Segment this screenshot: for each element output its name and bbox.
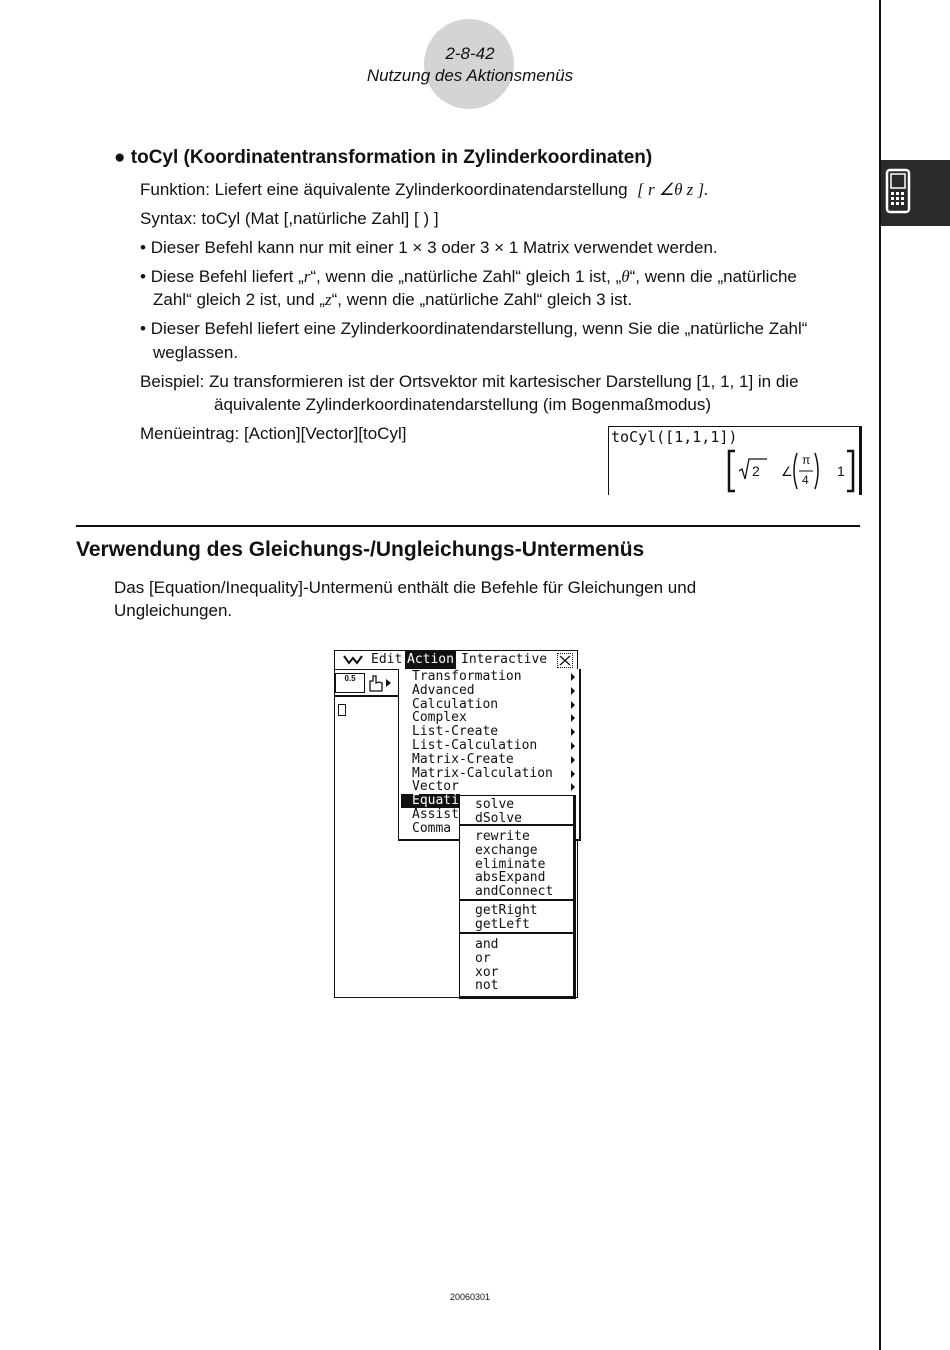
calc-last: 1 xyxy=(837,463,845,479)
submenu-arrow-icon xyxy=(571,756,575,764)
submenu-item-getright[interactable]: getRight xyxy=(475,903,538,918)
calc-den: 4 xyxy=(802,473,809,487)
submenu-item-or[interactable]: or xyxy=(475,950,491,966)
bullet-2-text-c: “, wenn die „natürliche xyxy=(629,267,797,286)
fraction-label: 0.5 xyxy=(344,674,356,683)
submenu-arrow-icon xyxy=(571,714,575,722)
section2-intro-1: Das [Equation/Inequality]-Untermenü enthält die Befehle für Gleichungen und xyxy=(114,578,697,597)
submenu-arrow-icon xyxy=(571,701,575,709)
action-menu-item[interactable]: Comma xyxy=(412,820,452,836)
submenu-item-dsolve[interactable]: dSolve xyxy=(475,810,522,826)
bullet-1: • Dieser Befehl kann nur mit einer 1 × 3 oder 3 × 1 Matrix verwendet werden. xyxy=(140,238,718,257)
toolbar xyxy=(335,671,397,693)
header-circle xyxy=(424,19,514,109)
beispiel-line-2: äquivalente Zylinderkoordinatendarstellung (im Bogenmaßmodus) xyxy=(214,395,712,414)
submenu-item-xor[interactable]: xor xyxy=(475,964,499,980)
menu-edit[interactable]: Edit xyxy=(371,652,403,667)
fraction-toggle-button[interactable] xyxy=(335,673,365,693)
submenu-arrow-icon xyxy=(571,673,575,681)
action-menu-item[interactable]: Matrix-Create xyxy=(412,751,514,767)
tocyl-heading-text: toCyl (Koordinatentransformation in Zylinderkoordinaten) xyxy=(130,147,653,168)
submenu-arrow-icon xyxy=(571,770,575,778)
action-menu-item[interactable]: Transformation xyxy=(412,669,522,684)
action-menu-item[interactable]: Equati xyxy=(401,794,460,808)
action-menu-item[interactable]: List-Calculation xyxy=(412,738,538,753)
submenu-item-eliminate[interactable]: eliminate xyxy=(475,856,546,872)
calc-pi: π xyxy=(802,453,811,467)
close-icon[interactable] xyxy=(557,653,573,668)
bullet-1-text: Dieser Befehl kann nur mit einer 1 × 3 oder 3 × 1 Matrix verwendet werden. xyxy=(150,238,718,257)
menu-interactive[interactable]: Interactive xyxy=(461,652,548,667)
menueintrag-line: Menüeintrag: [Action][Vector][toCyl] xyxy=(140,424,407,443)
bullet-3-line-2: weglassen. xyxy=(153,343,239,362)
submenu-item-not[interactable]: not xyxy=(475,978,499,994)
section-title: Nutzung des Aktionsmenüs xyxy=(366,66,574,85)
chapter-tab xyxy=(881,160,950,226)
submenu-arrow-icon xyxy=(571,742,575,750)
section-divider xyxy=(76,525,860,527)
syntax-line: Syntax: toCyl (Mat [,natürliche Zahl] [ ) ] xyxy=(140,209,439,228)
tocyl-heading: ● toCyl (Koordinatentransformation in Zylinderkoordinaten) xyxy=(114,147,653,168)
submenu-item-getleft[interactable]: getLeft xyxy=(475,916,530,932)
beispiel-line-1: Beispiel: Zu transformieren ist der Ortsvektor mit kartesischer Darstellung [1, 1, 1] in die xyxy=(140,372,799,391)
submenu-item-absexpand[interactable]: absExpand xyxy=(475,870,546,886)
calc-input: toCyl([1,1,1]) xyxy=(611,428,738,446)
bullet-3-line-1: • Dieser Befehl liefert eine Zylinderkoordinatendarstellung, wenn Sie die „natürliche Zahl“ xyxy=(140,319,808,338)
calc-result-box xyxy=(608,426,862,495)
bullet-3-text: Dieser Befehl liefert eine Zylinderkoordinatendarstellung, wenn Sie die „natürliche Zahl“ xyxy=(150,319,808,338)
calc-angle: ∠ xyxy=(781,464,793,479)
submenu-item-rewrite[interactable]: rewrite xyxy=(475,829,530,844)
submenu-arrow-icon xyxy=(571,728,575,736)
action-menu-item[interactable]: Vector xyxy=(412,779,459,795)
submenu-separator xyxy=(460,932,573,934)
submenu-separator xyxy=(460,899,573,901)
footer-code: 20060301 xyxy=(449,1292,491,1302)
submenu-arrow-icon xyxy=(571,783,575,791)
bullet-2-text-d: Zahl“ gleich 2 ist, und „ xyxy=(153,290,325,309)
submenu-arrow-icon xyxy=(571,687,575,695)
action-menu-item[interactable]: Calculation xyxy=(412,696,499,712)
bullet-2-line-1: • Diese Befehl liefert „r“, wenn die „natürliche Zahl“ gleich 1 ist, „θ“, wenn die „natürliche xyxy=(140,267,797,286)
menu-action[interactable]: Action xyxy=(407,652,454,667)
calculator-icon xyxy=(881,160,950,226)
bullet-2-theta: θ xyxy=(621,267,630,286)
bullet-2-z: z xyxy=(324,290,332,309)
cursor xyxy=(338,704,346,716)
page-number: 2-8-42 xyxy=(445,44,495,63)
section2-intro-2: Ungleichungen. xyxy=(114,601,233,620)
funktion-text: Funktion: Liefert eine äquivalente Zylinderkoordinatendarstellung xyxy=(140,180,628,199)
submenu-item-andconnect[interactable]: andConnect xyxy=(475,884,554,900)
hand-pointer-icon[interactable] xyxy=(366,673,396,693)
bullet-2-r: r xyxy=(303,267,311,286)
bullet-2-text-e: “, wenn die „natürliche Zahl“ gleich 3 ist. xyxy=(331,290,633,309)
section2-heading: Verwendung des Gleichungs-/Ungleichungs-Untermenüs xyxy=(76,538,645,561)
bullet-2-line-2 xyxy=(153,288,632,311)
action-menu-item[interactable]: Matrix-Calculation xyxy=(412,765,553,781)
entry-divider xyxy=(335,695,398,697)
action-menu-item[interactable]: Complex xyxy=(412,710,467,726)
action-menu-item[interactable]: Assist xyxy=(412,807,459,822)
submenu-item-and[interactable]: and xyxy=(475,937,499,952)
action-menu-item[interactable]: List-Create xyxy=(412,724,499,740)
calc-sqrt-arg: 2 xyxy=(752,463,760,479)
submenu-item-exchange[interactable]: exchange xyxy=(475,842,538,858)
calculator-screen xyxy=(334,650,578,998)
funktion-line xyxy=(140,178,708,201)
menu-chevron-icon[interactable] xyxy=(343,655,363,665)
bullet-2-text-a: Diese Befehl liefert „ xyxy=(150,267,304,286)
equation-submenu xyxy=(459,795,576,999)
submenu-item-solve[interactable]: solve xyxy=(475,797,515,812)
bullet-2-text-b: “, wenn die „natürliche Zahl“ gleich 1 ist, „ xyxy=(310,267,622,286)
action-menu-item[interactable]: Advanced xyxy=(412,682,475,698)
menu-bar xyxy=(335,651,577,670)
funktion-formula: [ r ∠θ z ]. xyxy=(637,180,709,199)
